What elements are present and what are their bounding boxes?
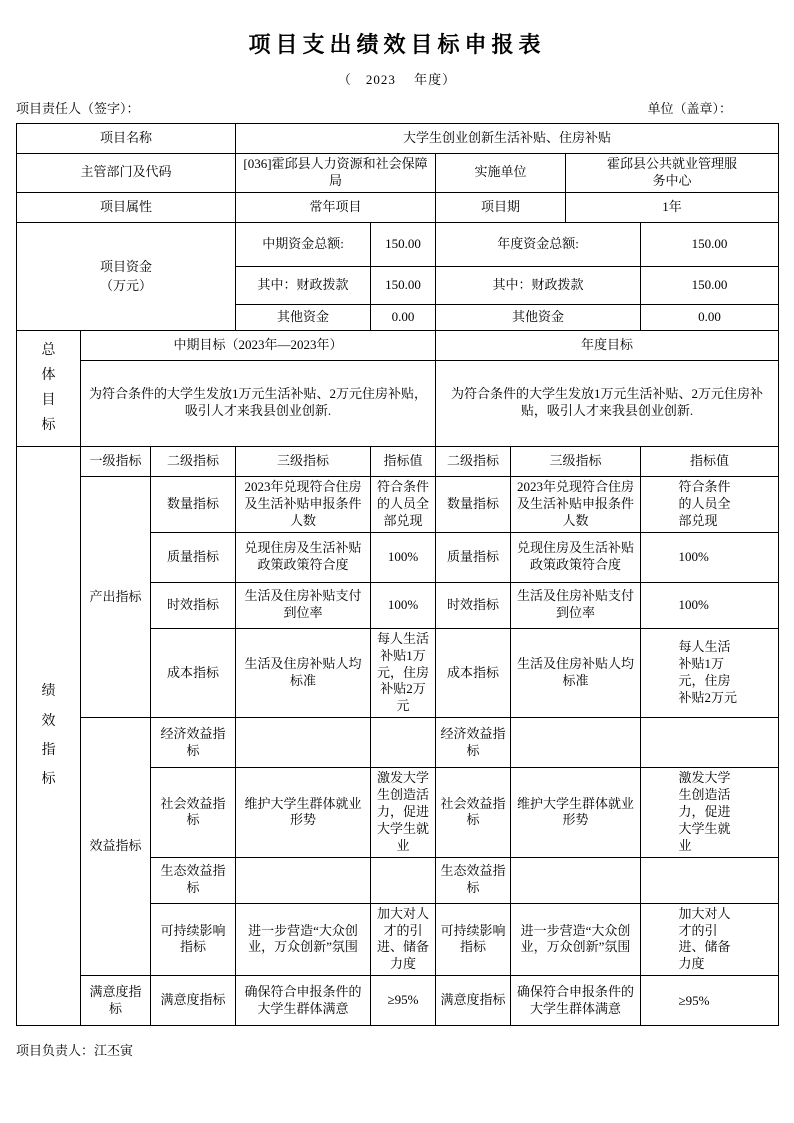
level3-cell: 生活及住房补贴支付到位率 xyxy=(236,582,371,628)
level3-cell xyxy=(236,857,371,903)
level2-cell: 时效指标 xyxy=(151,582,236,628)
level2-cell: 数量指标 xyxy=(436,476,511,532)
value-cell xyxy=(641,718,779,768)
value-cell xyxy=(371,857,436,903)
year-fiscal-value: 150.00 xyxy=(641,266,779,304)
header-level2-left: 二级指标 xyxy=(151,446,236,476)
mid-total-value: 150.00 xyxy=(371,222,436,266)
value-cell: 激发大学生创造活力，促进大学生就业 xyxy=(641,768,779,857)
level2-cell: 生态效益指标 xyxy=(151,857,236,903)
project-name-value: 大学生创业创新生活补贴、住房补贴 xyxy=(236,124,779,154)
header-value-right: 指标值 xyxy=(641,446,779,476)
level2-cell: 可持续影响指标 xyxy=(436,903,511,976)
project-name-label: 项目名称 xyxy=(17,124,236,154)
mid-other-value: 0.00 xyxy=(371,304,436,330)
fund-section-label: 项目资金（万元） xyxy=(99,258,152,294)
value-cell: 每人生活补贴1万元，住房补贴2万元 xyxy=(371,628,436,717)
attribute-value: 常年项目 xyxy=(236,192,436,222)
value-cell: 每人生活补贴1万元，住房补贴2万元 xyxy=(641,628,779,717)
perf-header-row xyxy=(17,446,779,476)
attribute-label: 项目属性 xyxy=(17,192,236,222)
value-cell: 100% xyxy=(641,582,779,628)
implementing-unit-cell xyxy=(566,154,779,193)
level2-cell: 成本指标 xyxy=(151,628,236,717)
level2-cell: 时效指标 xyxy=(436,582,511,628)
header-level3-right: 三级指标 xyxy=(511,446,641,476)
level3-cell: 生活及住房补贴人均标准 xyxy=(236,628,371,717)
mid-total-label: 中期资金总额: xyxy=(236,222,371,266)
goals-section-cell xyxy=(17,330,81,446)
level3-cell: 进一步营造“大众创业，万众创新”氛围 xyxy=(236,903,371,976)
level3-cell: 兑现住房及生活补贴政策政策符合度 xyxy=(511,532,641,582)
level2-cell: 满意度指标 xyxy=(151,976,236,1026)
form-year-line: （ 2023 年度） xyxy=(337,72,457,87)
level2-cell: 质量指标 xyxy=(151,532,236,582)
header-level1: 一级指标 xyxy=(81,446,151,476)
header-level3-left: 三级指标 xyxy=(236,446,371,476)
level2-cell: 满意度指标 xyxy=(436,976,511,1026)
annual-goal-header: 年度目标 xyxy=(436,330,779,360)
level2-cell: 经济效益指标 xyxy=(151,718,236,768)
perf-section-cell xyxy=(17,446,81,1025)
level2-cell: 数量指标 xyxy=(151,476,236,532)
level3-cell: 兑现住房及生活补贴政策政策符合度 xyxy=(236,532,371,582)
perf-row-quantity xyxy=(17,476,779,532)
mid-goal-text: 为符合条件的大学生发放1万元生活补贴、2万元住房补贴，吸引人才来我县创业创新. xyxy=(81,360,436,446)
header-level2-right: 二级指标 xyxy=(436,446,511,476)
level3-cell xyxy=(236,718,371,768)
mid-goal-header: 中期目标（2023年—2023年） xyxy=(81,330,436,360)
form-title: 项目支出绩效目标申报表 xyxy=(248,32,546,57)
group-output-cell: 产出指标 xyxy=(81,476,151,717)
performance-table xyxy=(16,446,779,1026)
perf-row-satisfaction xyxy=(17,976,779,1026)
value-cell xyxy=(641,857,779,903)
level3-cell: 维护大学生群体就业形势 xyxy=(236,768,371,857)
unit-seal-label: 单位（盖章）： xyxy=(647,101,732,116)
perf-row-economic xyxy=(17,718,779,768)
period-label: 项目期 xyxy=(436,192,566,222)
value-cell: 加大对人才的引进、储备力度 xyxy=(641,903,779,976)
perf-section-label: 绩效指标 xyxy=(41,684,56,788)
level2-cell: 可持续影响指标 xyxy=(151,903,236,976)
level3-cell: 维护大学生群体就业形势 xyxy=(511,768,641,857)
level2-cell: 质量指标 xyxy=(436,532,511,582)
goals-content-row xyxy=(17,360,779,446)
goals-section-label: 总体目标 xyxy=(41,342,56,434)
value-cell: ≥95% xyxy=(641,976,779,1026)
value-cell: 激发大学生创造活力，促进大学生就业 xyxy=(371,768,436,857)
group-benefit-cell: 效益指标 xyxy=(81,718,151,976)
value-cell: 符合条件的人员全部兑现 xyxy=(371,476,436,532)
level3-cell: 确保符合申报条件的大学生群体满意 xyxy=(236,976,371,1026)
value-cell: 100% xyxy=(641,532,779,582)
level2-cell: 成本指标 xyxy=(436,628,511,717)
goals-header-row xyxy=(17,330,779,360)
period-value: 1年 xyxy=(566,192,779,222)
fund-section-cell xyxy=(17,222,236,330)
level2-cell: 经济效益指标 xyxy=(436,718,511,768)
value-cell: ≥95% xyxy=(371,976,436,1026)
level3-cell xyxy=(511,718,641,768)
level2-cell: 社会效益指标 xyxy=(436,768,511,857)
value-cell: 加大对人才的引进、储备力度 xyxy=(371,903,436,976)
year-total-label: 年度资金总额: xyxy=(436,222,641,266)
fund-total-row xyxy=(17,222,779,266)
attribute-row xyxy=(17,192,779,222)
year-other-label: 其他资金 xyxy=(436,304,641,330)
header-value-left: 指标值 xyxy=(371,446,436,476)
year-fiscal-label: 其中：财政拨款 xyxy=(436,266,641,304)
annual-goal-text: 为符合条件的大学生发放1万元生活补贴、2万元住房补贴，吸引人才来我县创业创新. xyxy=(436,360,779,446)
implementing-unit-value: 霍邱县公共就业管理服务中心 xyxy=(607,156,738,188)
level2-cell: 社会效益指标 xyxy=(151,768,236,857)
signer-label: 项目责任人（签字）： xyxy=(16,101,140,116)
level3-cell: 生活及住房补贴支付到位率 xyxy=(511,582,641,628)
mid-fiscal-label: 其中：财政拨款 xyxy=(236,266,371,304)
project-manager-line: 项目负责人：江丕寅 xyxy=(16,1043,134,1059)
overall-goals-table xyxy=(16,330,779,447)
level3-cell: 2023年兑现符合住房及生活补贴申报条件人数 xyxy=(511,476,641,532)
year-total-value: 150.00 xyxy=(641,222,779,266)
signature-row xyxy=(16,98,778,117)
project-name-row xyxy=(17,124,779,154)
group-satisfaction-cell: 满意度指标 xyxy=(81,976,151,1026)
department-row xyxy=(17,154,779,193)
department-label: 主管部门及代码 xyxy=(17,154,236,193)
implementing-unit-label: 实施单位 xyxy=(436,154,566,193)
department-value: [036]霍邱县人力资源和社会保障局 xyxy=(236,154,436,193)
value-cell: 100% xyxy=(371,582,436,628)
value-cell xyxy=(371,718,436,768)
mid-other-label: 其他资金 xyxy=(236,304,371,330)
level3-cell: 生活及住房补贴人均标准 xyxy=(511,628,641,717)
year-other-value: 0.00 xyxy=(641,304,779,330)
basic-info-table xyxy=(16,123,779,331)
level3-cell: 2023年兑现符合住房及生活补贴申报条件人数 xyxy=(236,476,371,532)
value-cell: 符合条件的人员全部兑现 xyxy=(641,476,779,532)
level3-cell xyxy=(511,857,641,903)
mid-fiscal-value: 150.00 xyxy=(371,266,436,304)
level2-cell: 生态效益指标 xyxy=(436,857,511,903)
level3-cell: 确保符合申报条件的大学生群体满意 xyxy=(511,976,641,1026)
level3-cell: 进一步营造“大众创业，万众创新”氛围 xyxy=(511,903,641,976)
value-cell: 100% xyxy=(371,532,436,582)
